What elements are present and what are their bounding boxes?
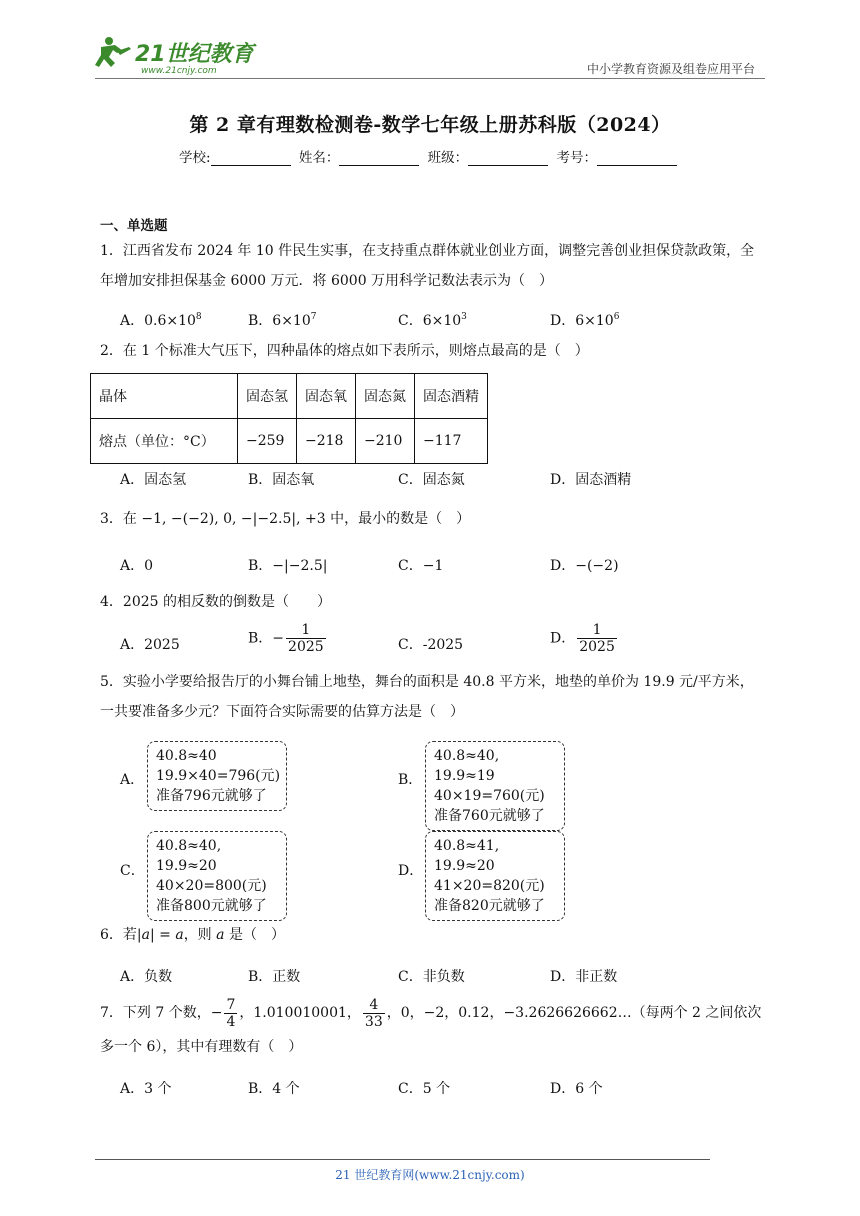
melting-point-table <box>90 373 488 464</box>
platform-label: 中小学教育资源及组卷应用平台 <box>586 62 755 76</box>
table-cell: 晶体 <box>91 374 238 419</box>
q2-option-d[interactable]: D．固态酒精 <box>550 472 632 488</box>
header-divider <box>95 78 765 79</box>
q5-option-b-label[interactable]: B． <box>398 772 423 788</box>
q5-option-a-label[interactable]: A． <box>120 772 145 788</box>
q1-option-a[interactable]: A．$0.6\times 10^8$ <box>120 312 202 329</box>
student-info <box>0 146 860 166</box>
question-3: 3．在 −1, −(−2), 0, −|−2.5|, +3 中，最小的数是（ ） <box>100 511 471 527</box>
q6-option-b[interactable]: B．正数 <box>248 969 301 985</box>
q3-option-d[interactable]: D．−(−2) <box>550 558 619 574</box>
table-cell: 固态氢 <box>238 374 297 419</box>
q5-option-a-box[interactable]: 40.8≈40 19.9×40=796(元) 准备796元就够了 <box>147 741 287 811</box>
logo-text: 21世纪教育 <box>135 42 254 67</box>
class-label: 班级： <box>427 150 469 166</box>
question-2: 2．在 1 个标准大气压下，四种晶体的熔点如下表所示，则熔点最高的是（ ） <box>100 343 589 359</box>
table-cell: −117 <box>415 419 488 464</box>
footer-divider <box>95 1159 710 1160</box>
q5-option-d-box[interactable]: 40.8≈41, 19.9≈20 41×20=820(元) 准备820元就够了 <box>425 831 565 921</box>
q5-option-d-label[interactable]: D． <box>398 863 424 879</box>
q7-option-b[interactable]: B．4 个 <box>248 1081 300 1097</box>
fraction: $\frac{7}{4}$ <box>226 996 236 1030</box>
q2-option-a[interactable]: A．固态氢 <box>120 472 187 488</box>
q4-option-c[interactable]: C．-2025 <box>398 637 464 653</box>
q5-option-c-box[interactable]: 40.8≈40, 19.9≈20 40×20=800(元) 准备800元就够了 <box>147 831 287 921</box>
q4-option-d[interactable]: D． $\frac{1}{2025}$ <box>550 622 615 655</box>
q1-option-d[interactable]: D．$6\times 10^6$ <box>550 312 620 329</box>
table-cell: 熔点（单位：°C） <box>91 419 238 464</box>
q3-option-c[interactable]: C．−1 <box>398 558 444 574</box>
table-cell: −210 <box>356 419 415 464</box>
q2-option-b[interactable]: B．固态氧 <box>248 472 315 488</box>
q4-option-b[interactable]: B．− $\frac{1}{2025}$ <box>248 622 324 655</box>
q7-option-d[interactable]: D．6 个 <box>550 1081 603 1097</box>
question-5: 5．实验小学要给报告厅的小舞台铺上地垫，舞台的面积是 40.8 平方米，地垫的单价为 19.9 元/平方米，一共要准备多少元？下面符合实际需要的估算方法是（ ） <box>100 674 754 720</box>
q2-option-c[interactable]: C．固态氮 <box>398 472 465 488</box>
question-4: 4．2025 的相反数的倒数是（ ） <box>100 594 331 610</box>
table-row <box>91 374 488 419</box>
class-blank[interactable] <box>468 151 548 166</box>
q3-option-a[interactable]: A．0 <box>120 558 154 574</box>
table-cell: −218 <box>297 419 356 464</box>
question-7: 7．下列 7 个数，− $\frac{7}{4}$ ，1.010010001， $\frac{4}{33}$ ，0，−2，0.12，−3.2626626662…（每两个 2 之间依次多一个 6），其中有理数有（ ） <box>100 996 762 1055</box>
q3-option-b[interactable]: B．−|−2.5| <box>248 558 328 574</box>
q6-option-a[interactable]: A．负数 <box>120 969 173 985</box>
table-row <box>91 419 488 464</box>
question-6: 6．若|a| = a，则 a 是（ ） <box>100 927 285 943</box>
fraction: $\frac{4}{33}$ <box>364 996 383 1030</box>
q6-option-d[interactable]: D．非正数 <box>550 969 618 985</box>
q7-option-c[interactable]: C．5 个 <box>398 1081 451 1097</box>
page-title: 第 2 章有理数检测卷-数学七年级上册苏科版（2024） <box>189 114 671 136</box>
name-label: 姓名： <box>298 150 340 166</box>
question-1: 1．江西省发布 2024 年 10 件民生实事，在支持重点群体就业创业方面，调整完善创业担保贷款政策，全年增加安排担保基金 6000 万元．将 6000 万用科学记数法表示为（ ） <box>100 243 755 289</box>
name-blank[interactable] <box>339 151 419 166</box>
fraction: $\frac{1}{2025}$ <box>579 622 615 655</box>
table-cell: −259 <box>238 419 297 464</box>
q3-number-list: −1, −(−2), 0, −|−2.5|, +3 <box>141 511 326 527</box>
fraction: $\frac{1}{2025}$ <box>288 622 324 655</box>
q6-condition: |a| = a <box>136 927 184 943</box>
logo-url: www.21cnjy.com <box>141 66 217 75</box>
q5-option-c-label[interactable]: C． <box>120 863 145 879</box>
logo <box>95 33 260 75</box>
exam-no-label: 考号： <box>556 150 597 166</box>
exam-no-blank[interactable] <box>597 151 677 166</box>
school-blank[interactable] <box>211 151 291 166</box>
section-heading: 一、单选题 <box>100 218 168 234</box>
table-cell: 固态酒精 <box>415 374 488 419</box>
school-label: 学校: <box>179 150 211 166</box>
table-cell: 固态氮 <box>356 374 415 419</box>
table-cell: 固态氧 <box>297 374 356 419</box>
q7-option-a[interactable]: A．3 个 <box>120 1081 172 1097</box>
q1-option-c[interactable]: C．$6\times 10^3$ <box>398 312 467 329</box>
q5-option-b-box[interactable]: 40.8≈40, 19.9≈19 40×19=760(元) 准备760元就够了 <box>425 741 565 831</box>
q1-option-b[interactable]: B．$6\times 10^7$ <box>248 312 317 329</box>
q6-option-c[interactable]: C．非负数 <box>398 969 465 985</box>
q4-option-a[interactable]: A．2025 <box>120 637 180 653</box>
footer-link[interactable]: 21 世纪教育网(www.21cnjy.com) <box>335 1168 525 1182</box>
